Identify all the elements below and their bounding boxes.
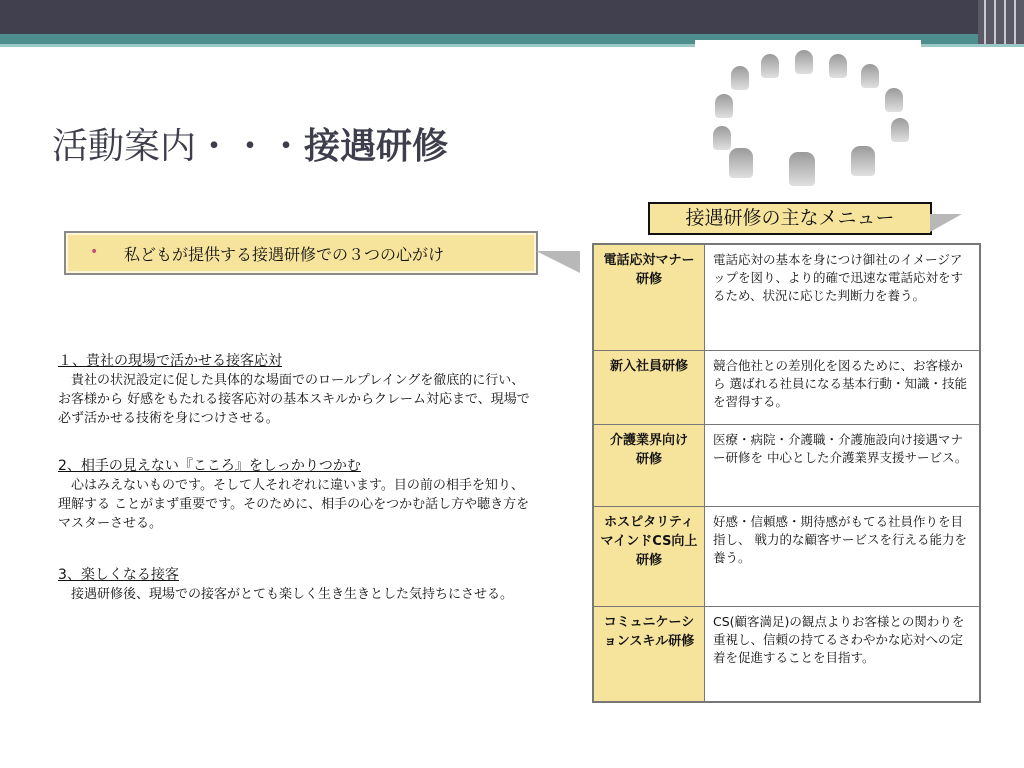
- table-row: [593, 350, 980, 424]
- section-body: 心はみえないものです。そして人それぞれに違います。目の前の相手を知り、理解する ことがまず重要です。そのために、相手の心をつかむ話し方や聴き方をマスターさせる。: [58, 478, 530, 531]
- section-heading: 2、相手の見えない『こころ』をしっかりつかむ: [58, 458, 361, 474]
- menu-desc: CS(顧客満足)の観点よりお客様との関わりを重視し、信頼の持てるさわやかな応対への定着を促進することを目指す。: [705, 606, 981, 702]
- callout-box: [64, 231, 538, 275]
- menu-table: [592, 243, 981, 703]
- menu-name: コミュニケーションスキル研修: [593, 606, 705, 702]
- section-heading: 3、楽しくなる接客: [58, 567, 179, 583]
- menu-desc: 競合他社との差別化を図るために、お客様から 選ばれる社員になる基本行動・知識・技能を習得する。: [705, 350, 981, 424]
- slide-title: [52, 118, 448, 169]
- menu-desc: 好感・信頼感・期待感がもてる社員作りを目指し、 戦力的な顧客サービスを行える能力を養う。: [705, 506, 981, 606]
- bullet-icon: •: [90, 244, 99, 260]
- section-body: 接遇研修後、現場での接客がとても楽しく生き生きとした気持ちにさせる。: [71, 587, 514, 602]
- header-bar: [0, 0, 1024, 34]
- table-row: [593, 244, 980, 350]
- header-decoration: [978, 0, 1024, 44]
- table-row: [593, 424, 980, 506]
- callout-text: 私どもが提供する接遇研修での３つの心がけ: [124, 245, 445, 264]
- title-plain: 活動案内・・・: [52, 126, 305, 167]
- menu-desc: 医療・病院・介護職・介護施設向け接遇マナー研修を 中心とした介護業界支援サービス。: [705, 424, 981, 506]
- table-row: [593, 606, 980, 702]
- title-bold: 接遇研修: [304, 126, 449, 167]
- callout-shadow: [536, 251, 580, 273]
- menu-desc: 電話応対の基本を身につけ御社のイメージアップを図り、より的確で迅速な電話応対をするため、状況に応じた判断力を養う。: [705, 244, 981, 350]
- section-heading: １、貴社の現場で活かせる接客応対: [58, 353, 282, 369]
- menu-name: 新入社員研修: [593, 350, 705, 424]
- chairs-circle-icon: [695, 40, 921, 192]
- section-2: [58, 457, 534, 533]
- section-1: [58, 352, 534, 428]
- menu-title: 接遇研修の主なメニュー: [648, 202, 932, 235]
- menu-name: ホスピタリティマインドCS向上研修: [593, 506, 705, 606]
- menu-name: 電話応対マナー研修: [593, 244, 705, 350]
- table-row: [593, 506, 980, 606]
- menu-title-shadow: [930, 214, 962, 232]
- menu-name: 介護業界向け 研修: [593, 424, 705, 506]
- section-body: 貴社の状況設定に促した具体的な場面でのロールプレイングを徹底的に行い、お客様から 好感をもたれる接客応対の基本スキルからクレーム対応まで、現場で必ず活かせる技術を身につけさせる。: [58, 373, 530, 426]
- section-3: [58, 566, 534, 604]
